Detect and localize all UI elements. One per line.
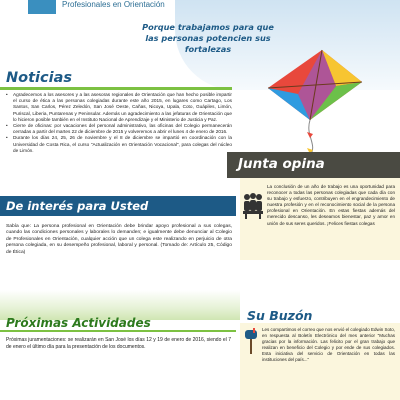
logo-icon: [28, 0, 56, 14]
junta-text: La conclusión de un año de trabajo es una oportunidad para reconocer a todas las personas colegiadas que cada día con su trabajo y esfuerzo, contribuyen en el engrandecimiento de nuestra profesión y en el reconocimiento social de la persona profesional en Orientación. En estas fiestas además del merecido descanso, les deseamos bienestar, paz y amor en unión de sus seres queridos. ¡Felices fiestas colegas: [267, 184, 395, 226]
buzon-text: Les compartimos el correo que nos envió el colegiado Edwin Soto, en respuesta al Boletín Electrónico del mes anterior "Muchas gracias por la información. Las felicito por el gran trabajo que realizan en beneficio del Colegio y por ende de sus colegiados. Esta iniciativa del servicio de Orientación en todas las instituciones del país...": [262, 327, 395, 362]
news-item-text: Cierre de oficinas: por vacaciones del personal administrativo, las oficinas del Colegio permanecerán cerradas a partir del martes 22 de diciembre de 2015 y volveremos a abrir el lunes 4 de enero de 2016.: [13, 123, 232, 135]
news-item-text: Durante los días 24, 25, 26 de noviembre y el 8 de diciembre se impartió en coordinación con la Universidad de Costa Rica, el curso "Actualización en Orientación Vocacional", para colegas del núcleo de Limón.: [13, 135, 232, 153]
interes-title: De interés para Usted: [6, 199, 149, 213]
section-divider: [0, 87, 232, 90]
list-item: • Cierre de oficinas: por vacaciones del personal administrativo, las oficinas del Colegio permanecerán cerradas a partir del martes 22 de diciembre de 2015 y volveremos a abrir el lunes 4 de enero de 2016.: [6, 123, 232, 135]
people-icon: [242, 191, 264, 219]
section-divider: [0, 330, 236, 332]
proximas-title: Próximas Actividades: [6, 316, 151, 330]
slogan: Porque trabajamos para que las personas potencien sus fortalezas: [142, 22, 274, 54]
logo-text: Profesionales en Orientación: [62, 0, 165, 9]
list-item: • Durante los días 24, 25, 26 de noviembre y el 8 de diciembre se impartió en coordinación con la Universidad de Costa Rica, el curso "Actualización en Orientación Vocacional", para colegas del núcleo de Limón.: [6, 135, 232, 153]
news-item-text: Agradecemos a los asesores y a las asesoras regionales de Orientación que han hecho posible impartir el curso de ética a las personas colegiadas durante este año 2015, en lugares como Cartago, Los Santos, San Carlos, Pérez Zeledón, San José Oeste, Cañas, Nicoya, Upala, Coto, Guápiles, Limón, Puriscal, Liberia, Puntarenas y Peninsular. Además un agradecimiento a las jefaturas de Orientación que lo hicieron posible también en el Instituto Nacional de Aprendizaje y el Ministerio de Justicia y Paz.: [13, 92, 232, 122]
news-list: [4, 92, 232, 154]
buzon-title: Su Buzón: [247, 308, 313, 323]
interes-text: Sabía que: La persona profesional en Orientación debe brindar apoyo profesional a sus colegas, cuando las condiciones personales y laborales lo demanden; e igualmente debe denunciar al Colegio de Profesionales en Orientación, cualquier acción que un colega este realizando en perjuicio de otra persona colegiada, en su desempeño profesional, laboral y personal. (Tomado de: Artículo 25, Código de Ética): [6, 224, 232, 255]
list-item: • Agradecemos a los asesores y a las asesoras regionales de Orientación que han hecho posible impartir el curso de ética a las personas colegiadas durante este año 2015, en lugares como Cartago, Los Santos, San Carlos, Pérez Zeledón, San José Oeste, Cañas, Nicoya, Upala, Coto, Guápiles, Limón, Puriscal, Liberia, Puntarenas y Peninsular. Además un agradecimiento a las jefaturas de Orientación que lo hicieron posible también en el Instituto Nacional de Aprendizaje y el Ministerio de Justicia y Paz.: [6, 92, 232, 122]
mailbox-icon: [244, 328, 258, 354]
proximas-text: Próximas juramentaciones: se realizarán en San José los días 12 y 19 de enero de 2016, siendo el 7 de enero el último día para la presentación de los documentos.: [6, 337, 231, 350]
junta-title: Junta opina: [238, 156, 325, 172]
noticias-title: Noticias: [6, 70, 72, 86]
